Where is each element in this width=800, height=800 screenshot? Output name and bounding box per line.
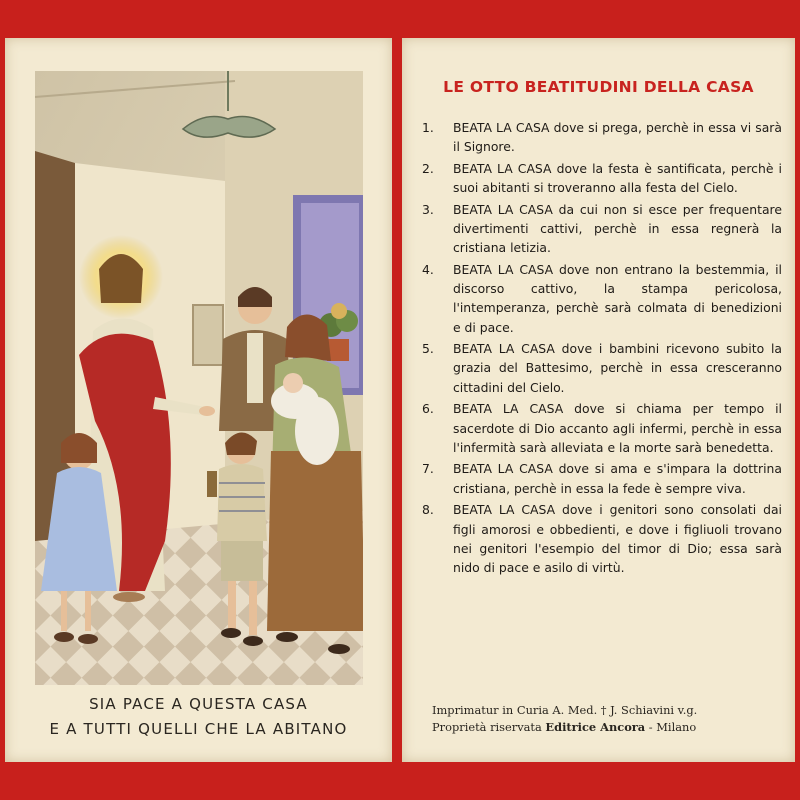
beatitudes-list (422, 118, 782, 580)
caption-line-1: SIA PACE A QUESTA CASA (89, 695, 308, 713)
publisher-line (432, 720, 777, 734)
item-lead: BEATA LA CASA (453, 502, 556, 518)
item-lead: BEATA LA CASA (453, 120, 550, 135)
list-item (422, 339, 782, 397)
item-text: dove si ama e s'impara la dottrina cristiana, perchè in essa la fede è sempre viva. (453, 461, 782, 496)
item-number: 5. (422, 341, 434, 357)
list-item (422, 459, 782, 497)
family-scene-image (35, 71, 363, 685)
item-text: dove la festa è santificata, perchè i suoi abitanti si troveranno alla festa del Cielo. (453, 160, 782, 196)
page-title: LE OTTO BEATITUDINI DELLA CASA (443, 78, 754, 96)
imprimatur-line: Imprimatur in Curia A. Med. † J. Schiavini v.g. (432, 703, 698, 717)
publisher-prefix: Proprietà riservata (432, 720, 546, 734)
item-number: 1. (422, 120, 434, 135)
item-number: 6. (422, 401, 434, 417)
holy-card-back (402, 38, 795, 762)
item-text: dove i bambini ricevono subito la grazia del Battesimo, perchè in essa cresceranno cittadini del Cielo. (453, 341, 782, 395)
item-text: dove non entrano la bestemmia, il discorso cattivo, la stampa pericolosa, l'intemperanza, perchè sarà colmata di benedizioni e di pace. (453, 261, 782, 335)
publisher-name: Editrice Ancora (545, 720, 646, 734)
item-number: 3. (422, 201, 434, 217)
item-text: dove si prega, perchè in essa vi sarà il Signore. (453, 120, 782, 155)
list-item (422, 200, 782, 258)
caption-line-2: E A TUTTI QUELLI CHE LA ABITANO (49, 720, 348, 738)
devotional-illustration (35, 71, 363, 685)
list-item (422, 159, 782, 197)
item-number: 8. (422, 502, 434, 518)
item-text: dove i genitori sono consolati dai figli amorosi e obbedienti, e dove i figliuoli trovano nei genitori l'esempio del timor di Dio; essa sarà nido di pace e asilo di virtù. (453, 502, 782, 575)
item-number: 2. (422, 160, 434, 176)
item-number: 7. (422, 461, 434, 477)
list-item (422, 118, 782, 156)
item-lead: BEATA LA CASA (453, 341, 555, 357)
item-text: da cui non si esce per frequentare divertimenti cattivi, perchè in essa regnerà la cristiana letizia. (453, 201, 782, 256)
item-lead: BEATA LA CASA (453, 461, 553, 477)
item-lead: BEATA LA CASA (453, 160, 552, 176)
item-lead: BEATA LA CASA (453, 201, 553, 217)
item-number: 4. (422, 261, 434, 277)
list-item (422, 399, 782, 457)
holy-card-front (5, 38, 392, 762)
list-item (422, 500, 782, 577)
publisher-suffix: - Milano (645, 720, 697, 734)
list-item (422, 260, 782, 337)
item-lead: BEATA LA CASA (453, 401, 564, 417)
item-lead: BEATA LA CASA (453, 261, 554, 277)
item-text: dove si chiama per tempo il sacerdote di Dio accanto agli infermi, perchè in essa l'infermità sarà alleviata e la morte sarà benedetta. (453, 401, 782, 455)
